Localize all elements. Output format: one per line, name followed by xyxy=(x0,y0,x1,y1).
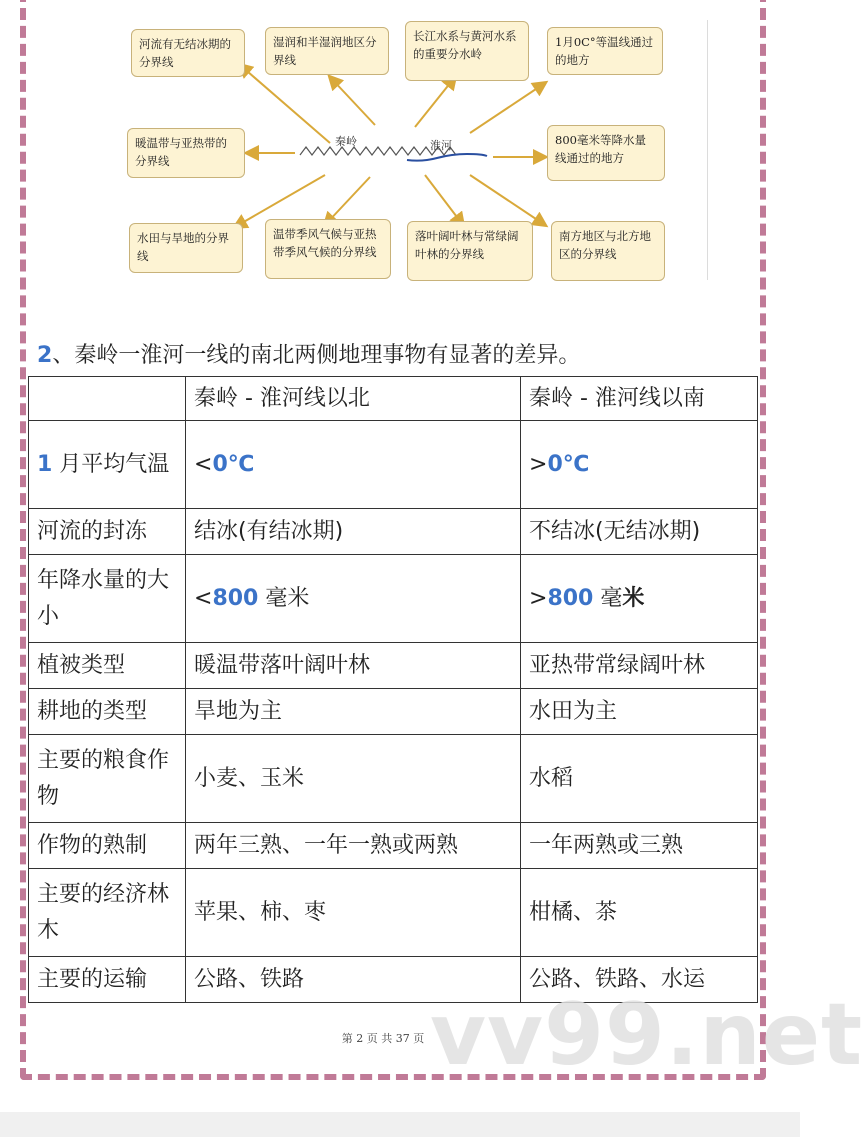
river-symbol xyxy=(407,154,487,161)
section-heading xyxy=(37,338,580,369)
bottom-bar xyxy=(0,1112,800,1137)
south-cell: 水田为主 xyxy=(521,689,758,735)
header-cell: 秦岭 - 淮河线以南 xyxy=(521,377,758,421)
north-cell: 暖温带落叶阔叶林 xyxy=(186,643,521,689)
cell-number: 0℃ xyxy=(547,451,590,477)
qinling-huaihe-diagram xyxy=(125,15,710,285)
cell-prefix: < xyxy=(194,451,213,477)
south-cell xyxy=(521,421,758,509)
diagram-box: 南方地区与北方地区的分界线 xyxy=(551,221,665,281)
north-cell: 结冰(有结冰期) xyxy=(186,509,521,555)
south-cell: 公路、铁路、水运 xyxy=(521,957,758,1003)
south-cell: 亚热带常绿阔叶林 xyxy=(521,643,758,689)
row-label: 主要的运输 xyxy=(29,957,186,1003)
cell-number: 800 xyxy=(547,585,594,611)
south-cell: 不结冰(无结冰期) xyxy=(521,509,758,555)
diagram-box: 800毫米等降水量线通过的地方 xyxy=(547,125,665,181)
south-cell: 水稻 xyxy=(521,735,758,823)
north-cell: 旱地为主 xyxy=(186,689,521,735)
label-number: 1 xyxy=(37,451,53,477)
cell-unit-bold: 米 xyxy=(622,585,645,611)
row-label xyxy=(29,421,186,509)
north-cell: 公路、铁路 xyxy=(186,957,521,1003)
row-label: 植被类型 xyxy=(29,643,186,689)
cell-prefix: > xyxy=(529,585,548,611)
south-cell: 柑橘、茶 xyxy=(521,869,758,957)
diagram-box: 湿润和半湿润地区分界线 xyxy=(265,27,389,75)
table-row xyxy=(29,823,758,869)
huaihe-label: 淮河 xyxy=(430,139,452,152)
table-row xyxy=(29,509,758,555)
table-row xyxy=(29,869,758,957)
north-cell xyxy=(186,555,521,643)
diagram-box: 温带季风气候与亚热带季风气候的分界线 xyxy=(265,219,391,279)
diagram-box: 1月0C°等温线通过的地方 xyxy=(547,27,663,75)
north-cell xyxy=(186,421,521,509)
cell-prefix: > xyxy=(529,451,548,477)
row-label: 主要的粮食作物 xyxy=(29,735,186,823)
table-row xyxy=(29,421,758,509)
row-label: 河流的封冻 xyxy=(29,509,186,555)
watermark: vv99.net xyxy=(430,985,863,1085)
row-label: 耕地的类型 xyxy=(29,689,186,735)
south-cell xyxy=(521,555,758,643)
row-label: 年降水量的大小 xyxy=(29,555,186,643)
page-footer: 第 2 页 共 37 页 xyxy=(341,1032,425,1045)
cell-unit: 毫 xyxy=(593,585,623,611)
heading-text: 、秦岭一淮河一线的南北两侧地理事物有显著的差异。 xyxy=(52,343,581,368)
heading-number: 2 xyxy=(37,343,53,368)
table-header-row xyxy=(29,377,758,421)
row-label: 主要的经济林木 xyxy=(29,869,186,957)
south-cell: 一年两熟或三熟 xyxy=(521,823,758,869)
table-row xyxy=(29,643,758,689)
header-cell xyxy=(29,377,186,421)
north-cell: 苹果、柿、枣 xyxy=(186,869,521,957)
diagram-box: 暖温带与亚热带的分界线 xyxy=(127,128,245,178)
cell-unit: 毫米 xyxy=(258,585,310,611)
diagram-box: 河流有无结冰期的分界线 xyxy=(131,29,245,77)
comparison-table xyxy=(28,376,758,1003)
diagram-box: 落叶阔叶林与常绿阔叶林的分界线 xyxy=(407,221,533,281)
cell-number: 800 xyxy=(212,585,259,611)
row-label: 作物的熟制 xyxy=(29,823,186,869)
header-cell: 秦岭 - 淮河线以北 xyxy=(186,377,521,421)
north-cell: 小麦、玉米 xyxy=(186,735,521,823)
table-row xyxy=(29,689,758,735)
north-cell: 两年三熟、一年一熟或两熟 xyxy=(186,823,521,869)
cell-number: 0℃ xyxy=(212,451,255,477)
cell-prefix: < xyxy=(194,585,213,611)
diagram-box: 长江水系与黄河水系的重要分水岭 xyxy=(405,21,529,81)
label-text: 月平均气温 xyxy=(52,451,170,477)
diagram-box: 水田与旱地的分界线 xyxy=(129,223,243,273)
table-row xyxy=(29,735,758,823)
qinling-label: 秦岭 xyxy=(335,135,357,148)
table-row xyxy=(29,555,758,643)
divider xyxy=(707,20,708,280)
